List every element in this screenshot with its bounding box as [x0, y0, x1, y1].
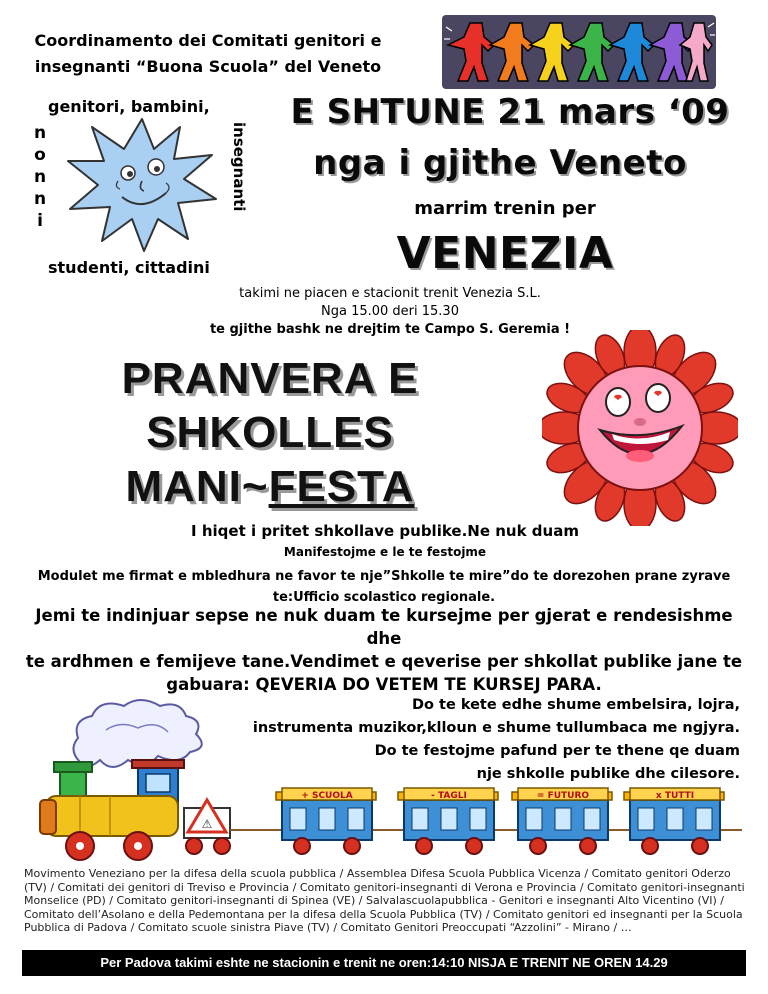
headline-festa: FESTA — [268, 462, 415, 511]
body-line-3: Modulet me firmat e mbledhura ne favor te nje”Shkolle te mire”do te dorezohen prane zyrave — [37, 569, 731, 584]
event-train-line: marrim trenin per — [414, 198, 596, 219]
train-wagon — [398, 788, 498, 854]
event-date: E SHTUNE 21 mars ‘09 — [290, 92, 730, 132]
body-paragraph — [20, 604, 748, 696]
sun-body — [68, 119, 216, 251]
sun-label-left-letter: i — [37, 211, 43, 231]
organizer-line-1: Coordinamento dei Comitati genitori e — [34, 31, 382, 50]
organizing-committees-list: Movimento Veneziano per la difesa della scuola pubblica / Assemblea Difesa Scuola Pubblica Vicenza / Comitato genitori Oderzo (TV) / Comitati dei genitori di Treviso e Provincia / Comitato genitori-insegnanti di Verona e Provincia / Comitato genitori-insegnanti Monselice (PD) / Comitato genitori-insegnanti di Spinea (VE) / Salvalascuolapubblica - Genitori e insegnanti Alto Vicentino (VI) / Comitato dell’Asolano e della Pedemontana per la difesa della Scuola Pubblica (TV) / Comitato genitori ed insegnanti per la Scuola Pubblica di Padova / Comitato scuole sinistra Piave (TV) / Comitato Genitori Preoccupati “Azzolini” - Mirano / … — [24, 867, 745, 934]
smiling-flower-illustration — [542, 330, 738, 526]
headline-line-1: PRANVERA E — [121, 354, 419, 403]
wagon-sign-text: + SCUOLA — [301, 791, 353, 801]
fun-line-4: nje shkolle publike dhe cilesore. — [476, 766, 740, 782]
sun-label-left-letter: n — [33, 123, 47, 143]
wagon-sign-text: = FUTURO — [536, 791, 590, 801]
event-region: nga i gjithe Veneto — [313, 143, 687, 183]
train-wagon — [276, 788, 376, 854]
headline — [80, 352, 460, 514]
smiling-sun-illustration — [62, 115, 222, 255]
wagon-sign-text: - TAGLI — [431, 791, 467, 801]
train-wagon — [512, 788, 612, 854]
body-para-2: te ardhmen e femijeve tane.Vendimet e qeverise per shkollat publike jane te — [25, 652, 743, 671]
sun-label-left-letter: n — [33, 167, 47, 187]
train-wagon — [624, 788, 724, 854]
body-line-1: I hiqet i pritet shkollave publike.Ne nuk duam — [191, 522, 579, 540]
sun-label-left-letter: o — [34, 145, 46, 165]
meeting-line-3: te gjithe bashk ne drejtim te Campo S. Geremia ! — [209, 322, 571, 337]
organizer-line-2: insegnanti “Buona Scuola” del Veneto — [34, 57, 382, 76]
svg-text:⚠: ⚠ — [201, 817, 213, 831]
train-illustration — [20, 690, 748, 870]
event-city: VENEZIA — [396, 228, 614, 279]
flower-right-eye — [646, 384, 670, 412]
locomotive — [40, 760, 230, 860]
flower-face — [578, 366, 702, 490]
body-line-2: Manifestojme e le te festojme — [283, 545, 487, 559]
body-para-1: Jemi te indinjuar sepse ne nuk duam te kursejme per gjerat e rendesishme dhe — [35, 606, 733, 648]
fun-line-2: instrumenta muzikor,klloun e shume tullumbaca me ngjyra. — [252, 720, 740, 736]
organizer-heading — [22, 28, 394, 80]
body-line-4: te:Ufficio scolastico regionale. — [272, 590, 496, 605]
sun-label-top: genitori, bambini, — [48, 97, 210, 116]
sun-label-left-letter: n — [33, 189, 47, 209]
body-para-3: gabuara: QEVERIA DO VETEM TE KURSEJ PARA. — [166, 675, 602, 694]
meeting-line-1: takimi ne piacen e stacionit trenit Venezia S.L. — [239, 286, 541, 301]
meeting-line-2: Nga 15.00 deri 15.30 — [321, 304, 459, 319]
sun-label-left — [30, 122, 50, 232]
flower-left-eye — [606, 388, 630, 416]
sun-label-right: insegnanti — [230, 122, 248, 212]
sun-label-bottom: studenti, cittadini — [48, 258, 210, 277]
footer-padova-meeting: Per Padova takimi eshte ne stacionin e trenit ne oren:14:10 NISJA E TRENIT NE OREN 14.29 — [22, 950, 746, 976]
headline-line-2: SHKOLLES — [146, 408, 394, 457]
headline-line-3 — [80, 460, 460, 514]
fun-line-1: Do te kete edhe shume embelsira, lojra, — [411, 697, 740, 713]
dancing-people-banner — [442, 15, 716, 89]
body-signatures — [0, 566, 768, 608]
headline-mani: MANI~ — [125, 462, 269, 511]
train-smoke — [73, 700, 201, 767]
dancing-people-illustration — [442, 15, 716, 89]
wagon-sign-text: x TUTTI — [655, 791, 695, 801]
fun-line-3: Do te festojme pafund per te thene qe duam — [374, 743, 740, 759]
